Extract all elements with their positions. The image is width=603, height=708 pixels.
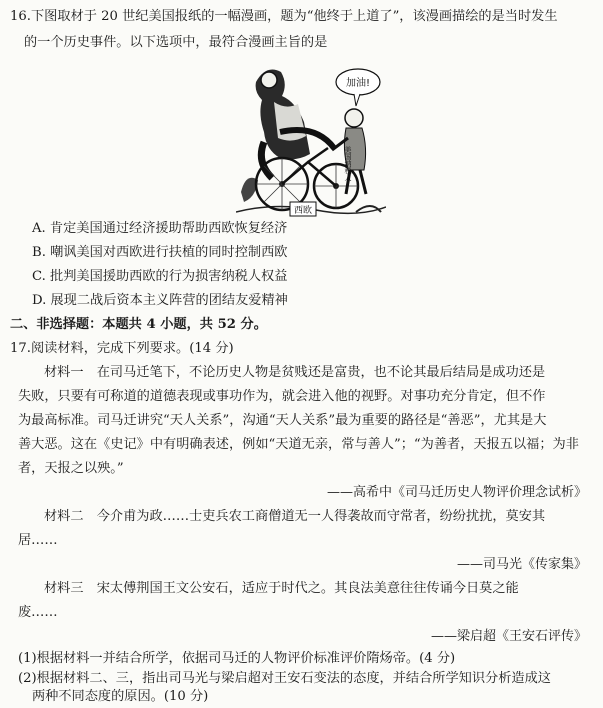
q16-option-c: C. 批判美国援助西欧的行为损害纳税人权益 (32, 269, 288, 284)
q17-material1-line3: 为最高标准。司马迁讲究“天人关系”，沟通“天人关系”最为重要的路径是“善恶”，尤其是大 (18, 413, 547, 428)
q16-option-b: B. 嘲讽美国对西欧进行扶植的同时控制西欧 (32, 245, 288, 260)
q17-stem: 17.阅读材料，完成下列要求。(14 分) (10, 341, 234, 356)
taxpayer-label: 美国纳税人 (344, 146, 352, 181)
cartoon-illustration (236, 62, 386, 224)
q17-material1-source: ——高希中《司马迁历史人物评价理念试析》 (326, 485, 587, 500)
speech-bubble-text: 加油! (345, 78, 371, 89)
rider-label: 西欧 (293, 206, 313, 216)
q17-sub2-line2: 两种不同态度的原因。(10 分) (32, 689, 209, 704)
q16-stem-line1: 16.下图取材于 20 世纪美国报纸的一幅漫画，题为“他终于上道了”，该漫画描绘的是当时发生 (10, 9, 558, 24)
q17-material2-source: ——司马光《传家集》 (456, 557, 587, 572)
q17-material1-line2: 失败，只要有可称道的道德表现或事功作为，就会进入他的视野。对事功充分肯定，但不作 (18, 389, 546, 404)
section2-title: 二、非选择题：本题共 4 小题，共 52 分。 (10, 317, 267, 332)
q17-material3-line2: 废…… (18, 605, 58, 620)
q16-option-a: A. 肯定美国通过经济援助帮助西欧恢复经济 (32, 221, 288, 236)
q16-stem-line2: 的一个历史事件。以下选项中，最符合漫画主旨的是 (24, 35, 328, 50)
q17-sub1: (1)根据材料一并结合所学，依据司马迁的人物评价标准评价隋炀帝。(4 分) (18, 651, 456, 666)
q17-material3-source: ——梁启超《王安石评传》 (430, 629, 587, 644)
q17-material1-line4: 善大恶。这在《史记》中有明确表述，例如“天道无亲，常与善人”；“为善者，天报五以福；为非 (18, 437, 579, 452)
q17-material3-line1: 材料三 宋太傅荆国王文公安石，适应于时代之。其良法美意往往传诵今日莫之能 (44, 581, 519, 596)
q17-material1-line1: 材料一 在司马迁笔下，不论历史人物是贫贱还是富贵，也不论其最后结局是成功还是 (44, 365, 546, 380)
q17-material2-line1: 材料二 今介甫为政……士吏兵农工商僧道无一人得袭故而守常者，纷纷扰扰，莫安其 (44, 509, 546, 524)
q17-sub2-line1: (2)根据材料二、三，指出司马光与梁启超对王安石变法的态度，并结合所学知识分析造成这 (18, 671, 551, 686)
q17-material2-line2: 居…… (18, 533, 58, 548)
q17-material1-line5: 者，天报之以殃。” (18, 461, 124, 476)
q16-option-d: D. 展现二战后资本主义阵营的团结友爱精神 (32, 293, 288, 308)
